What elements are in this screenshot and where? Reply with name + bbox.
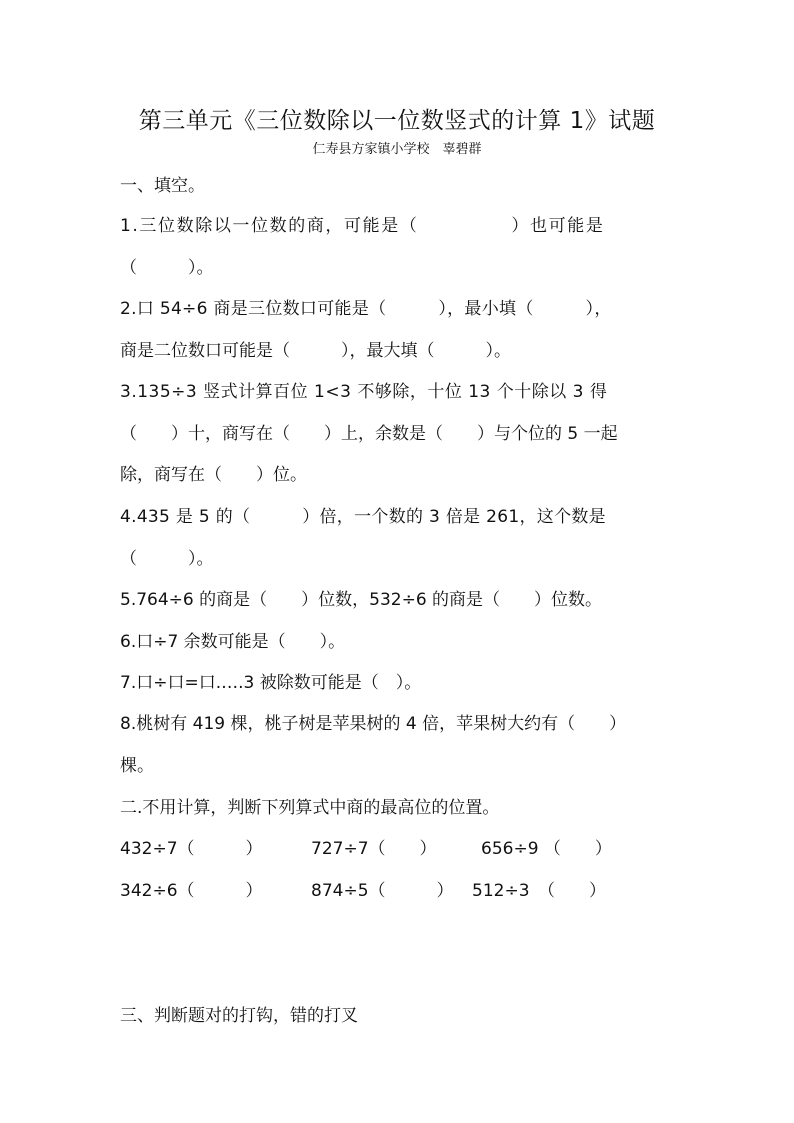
question-line: 2.口 54÷6 商是三位数口可能是（ ），最小填（ ）， [120,299,612,319]
question-line: 7.口÷口=口.….3 被除数可能是（ ）。 [120,673,422,693]
section-heading-judge-position: 二.不用计算，判断下列算式中商的最高位的位置。 [120,798,500,818]
section-heading-fill-blank: 一、填空。 [120,176,205,196]
question-line: 1.三位数除以一位数的商，可能是（ ）也可能是 [120,216,605,236]
question-line: 商是二位数口可能是（ ），最大填（ ）。 [120,341,511,361]
question-line: 6.口÷7 余数可能是（ ）。 [120,632,346,652]
question-line: 5.764÷6 的商是（ ）位数，532÷6 的商是（ ）位数。 [120,590,603,610]
division-item: 432÷7（ ） [120,839,263,859]
division-item: 512÷3 （ ） [472,881,607,901]
question-line: 除，商写在（ ）位。 [120,465,307,485]
question-line: （ ）。 [120,258,214,278]
question-line: 8.桃树有 419 棵，桃子树是苹果树的 4 倍，苹果树大约有（ ） [120,714,627,734]
division-item: 342÷6（ ） [120,881,263,901]
question-line: （ ）十，商写在（ ）上，余数是（ ）与个位的 5 一起 [120,424,618,444]
section-heading-true-false: 三、判断题对的打钩，错的打叉 [120,1006,358,1026]
question-line: （ ）。 [120,549,214,569]
question-line: 棵。 [120,756,154,776]
question-line: 4.435 是 5 的（ ）倍，一个数的 3 倍是 261，这个数是 [120,507,606,527]
division-item: 727÷7（ ） [311,839,437,859]
author-line: 仁寿县方家镇小学校 辜碧群 [312,142,482,157]
page-title: 第三单元《三位数除以一位数竖式的计算 1》试题 [138,108,656,134]
division-item: 874÷5（ ） [311,881,454,901]
division-item: 656÷9 （ ） [481,839,612,859]
question-line: 3.135÷3 竖式计算百位 1<3 不够除，十位 13 个十除以 3 得 [120,382,608,402]
